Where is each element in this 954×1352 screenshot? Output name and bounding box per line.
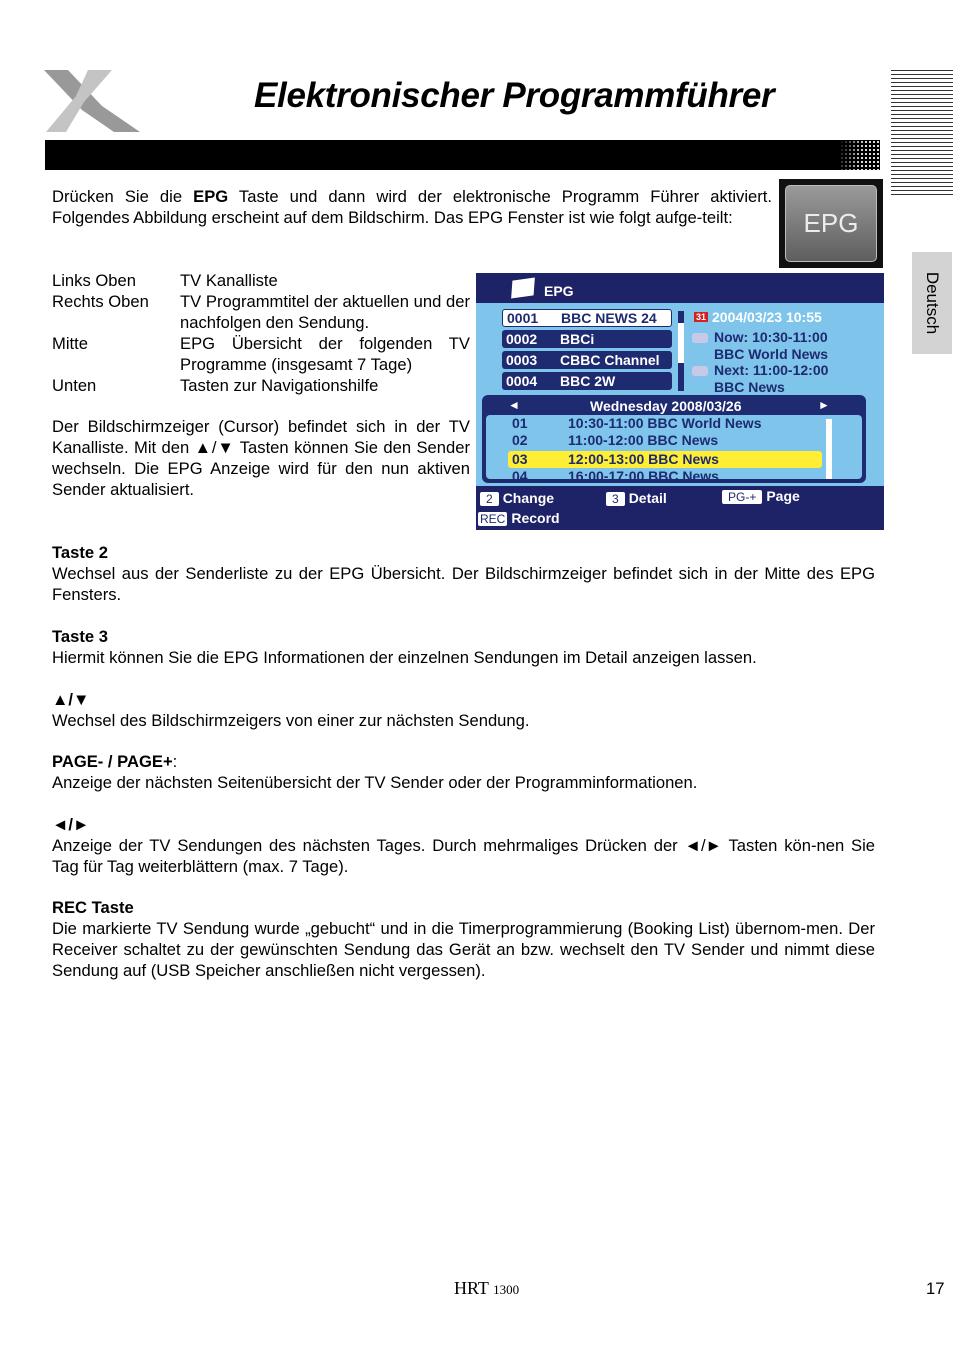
day-prev-arrow-icon: ◄ <box>508 398 520 412</box>
definition-row <box>52 375 470 396</box>
section-page <box>52 751 875 793</box>
event-text: 16:00-17:00 BBC News <box>568 468 719 484</box>
section-body: Wechsel aus der Senderliste zu der EPG Übersicht. Der Bildschirmzeiger befindet sich in der Mitte des EPG Fensters. <box>52 564 875 604</box>
now-bullet-icon <box>692 333 708 343</box>
language-tab-label: Deutsch <box>923 271 942 335</box>
channel-list-item <box>502 351 672 369</box>
brand-x-logo <box>42 66 142 136</box>
section-heading: PAGE- / PAGE+: <box>52 752 178 771</box>
key-3-box: 3 <box>606 492 625 506</box>
definition-term: Mitte <box>52 334 88 353</box>
layout-definition-list <box>52 270 470 396</box>
detail-hint <box>606 490 667 506</box>
channel-number: 0001 <box>507 310 539 326</box>
event-number: 04 <box>512 468 528 484</box>
event-text: 10:30-11:00 BBC World News <box>568 415 762 431</box>
section-body: Die markierte TV Sendung wurde „gebucht“ und in die Timerprogrammierung (Booking List) übernom-men. Der Receiver schaltet zu der gewünschten Sendung das Gerät an bzw. wechselt den TV Sender und nimmt diese Sendung auf (USB Speicher anschließen nicht vergessen). <box>52 919 875 980</box>
intro-text-1: Drücken Sie die <box>52 187 194 206</box>
intro-bold-epg: EPG <box>193 187 229 206</box>
channel-name: CBBC Channel <box>560 352 660 368</box>
language-tab <box>912 252 952 354</box>
key-2-box: 2 <box>480 492 499 506</box>
detail-label: Detail <box>628 490 667 506</box>
definition-desc: EPG Übersicht der folgenden TV Programme (insgesamt 7 Tage) <box>180 334 470 374</box>
epg-screen-screenshot <box>476 273 884 530</box>
event-row-selected <box>508 451 822 468</box>
intro-text-2: Taste und dann wird der elektronische Programm Führer aktiviert. Folgendes Abbildung erscheint auf dem Bildschirm. Das EPG Fenster ist wie folgt aufge-teilt: <box>52 187 773 227</box>
section-up-down <box>52 689 875 731</box>
record-hint <box>478 510 560 526</box>
epg-datetime <box>694 309 822 325</box>
brand-model: 1300 <box>493 1282 520 1297</box>
section-body: Anzeige der nächsten Seitenübersicht der TV Sender oder der Programminformationen. <box>52 773 698 792</box>
day-schedule-panel <box>482 395 866 483</box>
event-row <box>508 432 822 449</box>
now-time: Now: 10:30-11:00 <box>714 329 828 345</box>
event-row <box>508 415 822 432</box>
event-text: 11:00-12:00 BBC News <box>568 432 719 448</box>
day-label: Wednesday 2008/03/26 <box>590 398 742 414</box>
cursor-paragraph: Der Bildschirmzeiger (Cursor) befindet sich in der TV Kanalliste. Mit den ▲/▼ Tasten können Sie den Sender wechseln. Die EPG Anzeige wird für den nun aktiven Sender aktualisiert. <box>52 417 470 499</box>
definition-term: Unten <box>52 376 97 395</box>
channel-scrollbar-thumb <box>678 323 684 363</box>
title-bar-dot-pattern <box>840 140 880 170</box>
key-page-box: PG-+ <box>722 490 762 504</box>
section-left-right <box>52 814 875 877</box>
epg-key-image <box>779 179 883 268</box>
section-heading: Taste 2 <box>52 543 108 562</box>
definition-desc: Tasten zur Navigationshilfe <box>180 376 379 395</box>
channel-number: 0002 <box>506 331 538 347</box>
next-time: Next: 11:00-12:00 <box>714 362 829 378</box>
record-label: Record <box>511 510 560 526</box>
next-title: BBC News <box>714 379 785 395</box>
channel-number: 0004 <box>506 373 538 389</box>
change-hint <box>480 490 554 506</box>
event-text: 12:00-13:00 BBC News <box>568 451 719 467</box>
page-number: 17 <box>926 1279 945 1298</box>
channel-number: 0003 <box>506 352 538 368</box>
section-heading: ◄/► <box>52 815 90 834</box>
key-rec-box: REC <box>480 512 506 526</box>
brand-name: HRT <box>454 1278 489 1298</box>
section-taste-2 <box>52 542 875 605</box>
title-bar <box>45 140 880 170</box>
footer-brand <box>454 1278 519 1299</box>
channel-list-item <box>502 309 672 327</box>
definition-row <box>52 333 470 375</box>
definition-term: Rechts Oben <box>52 292 149 311</box>
channel-list-item <box>502 330 672 348</box>
section-taste-3 <box>52 626 875 668</box>
change-label: Change <box>502 490 555 506</box>
epg-screen-title: EPG <box>544 283 574 299</box>
event-number: 02 <box>512 432 528 448</box>
channel-name: BBC NEWS 24 <box>561 310 657 326</box>
definition-desc: TV Kanalliste <box>180 271 278 290</box>
channel-scrollbar <box>678 311 684 391</box>
definition-term: Links Oben <box>52 271 136 290</box>
datetime-text: 2004/03/23 10:55 <box>712 309 822 325</box>
definition-row <box>52 270 470 291</box>
epg-screen-main <box>476 303 884 486</box>
section-body: Wechsel des Bildschirmzeigers von einer zur nächsten Sendung. <box>52 711 530 730</box>
page-title: Elektronischer Programmführer <box>254 76 775 115</box>
side-stripes-decoration <box>891 70 953 196</box>
event-number: 01 <box>512 415 528 431</box>
event-number: 03 <box>512 451 528 467</box>
page-hint <box>722 488 800 504</box>
epg-book-icon <box>511 278 535 299</box>
epg-key-face: EPG <box>785 185 877 262</box>
definition-desc: TV Programmtitel der aktuellen und der nachfolgen den Sendung. <box>180 292 470 332</box>
next-bullet-icon <box>692 366 708 376</box>
page-label: Page <box>766 488 800 504</box>
section-heading: REC Taste <box>52 898 134 917</box>
day-next-arrow-icon: ► <box>818 398 830 412</box>
epg-screen-footer <box>476 486 884 530</box>
intro-paragraph <box>52 186 772 228</box>
event-row <box>508 468 822 485</box>
calendar-icon: 31 <box>696 312 707 322</box>
section-rec <box>52 897 875 981</box>
section-heading: Taste 3 <box>52 627 108 646</box>
section-body: Anzeige der TV Sendungen des nächsten Tages. Durch mehrmaliges Drücken der ◄/► Tasten kön-nen Sie Tag für Tag weiterblättern (max. 7 Tage). <box>52 836 875 876</box>
definition-row <box>52 291 470 333</box>
now-title: BBC World News <box>714 346 829 362</box>
channel-name: BBC 2W <box>560 373 616 389</box>
section-heading: ▲/▼ <box>52 690 90 709</box>
event-scrollbar <box>826 419 832 479</box>
channel-list-item <box>502 372 672 390</box>
channel-name: BBCi <box>560 331 595 347</box>
section-body: Hiermit können Sie die EPG Informationen der einzelnen Sendungen im Detail anzeigen lassen. <box>52 648 757 667</box>
